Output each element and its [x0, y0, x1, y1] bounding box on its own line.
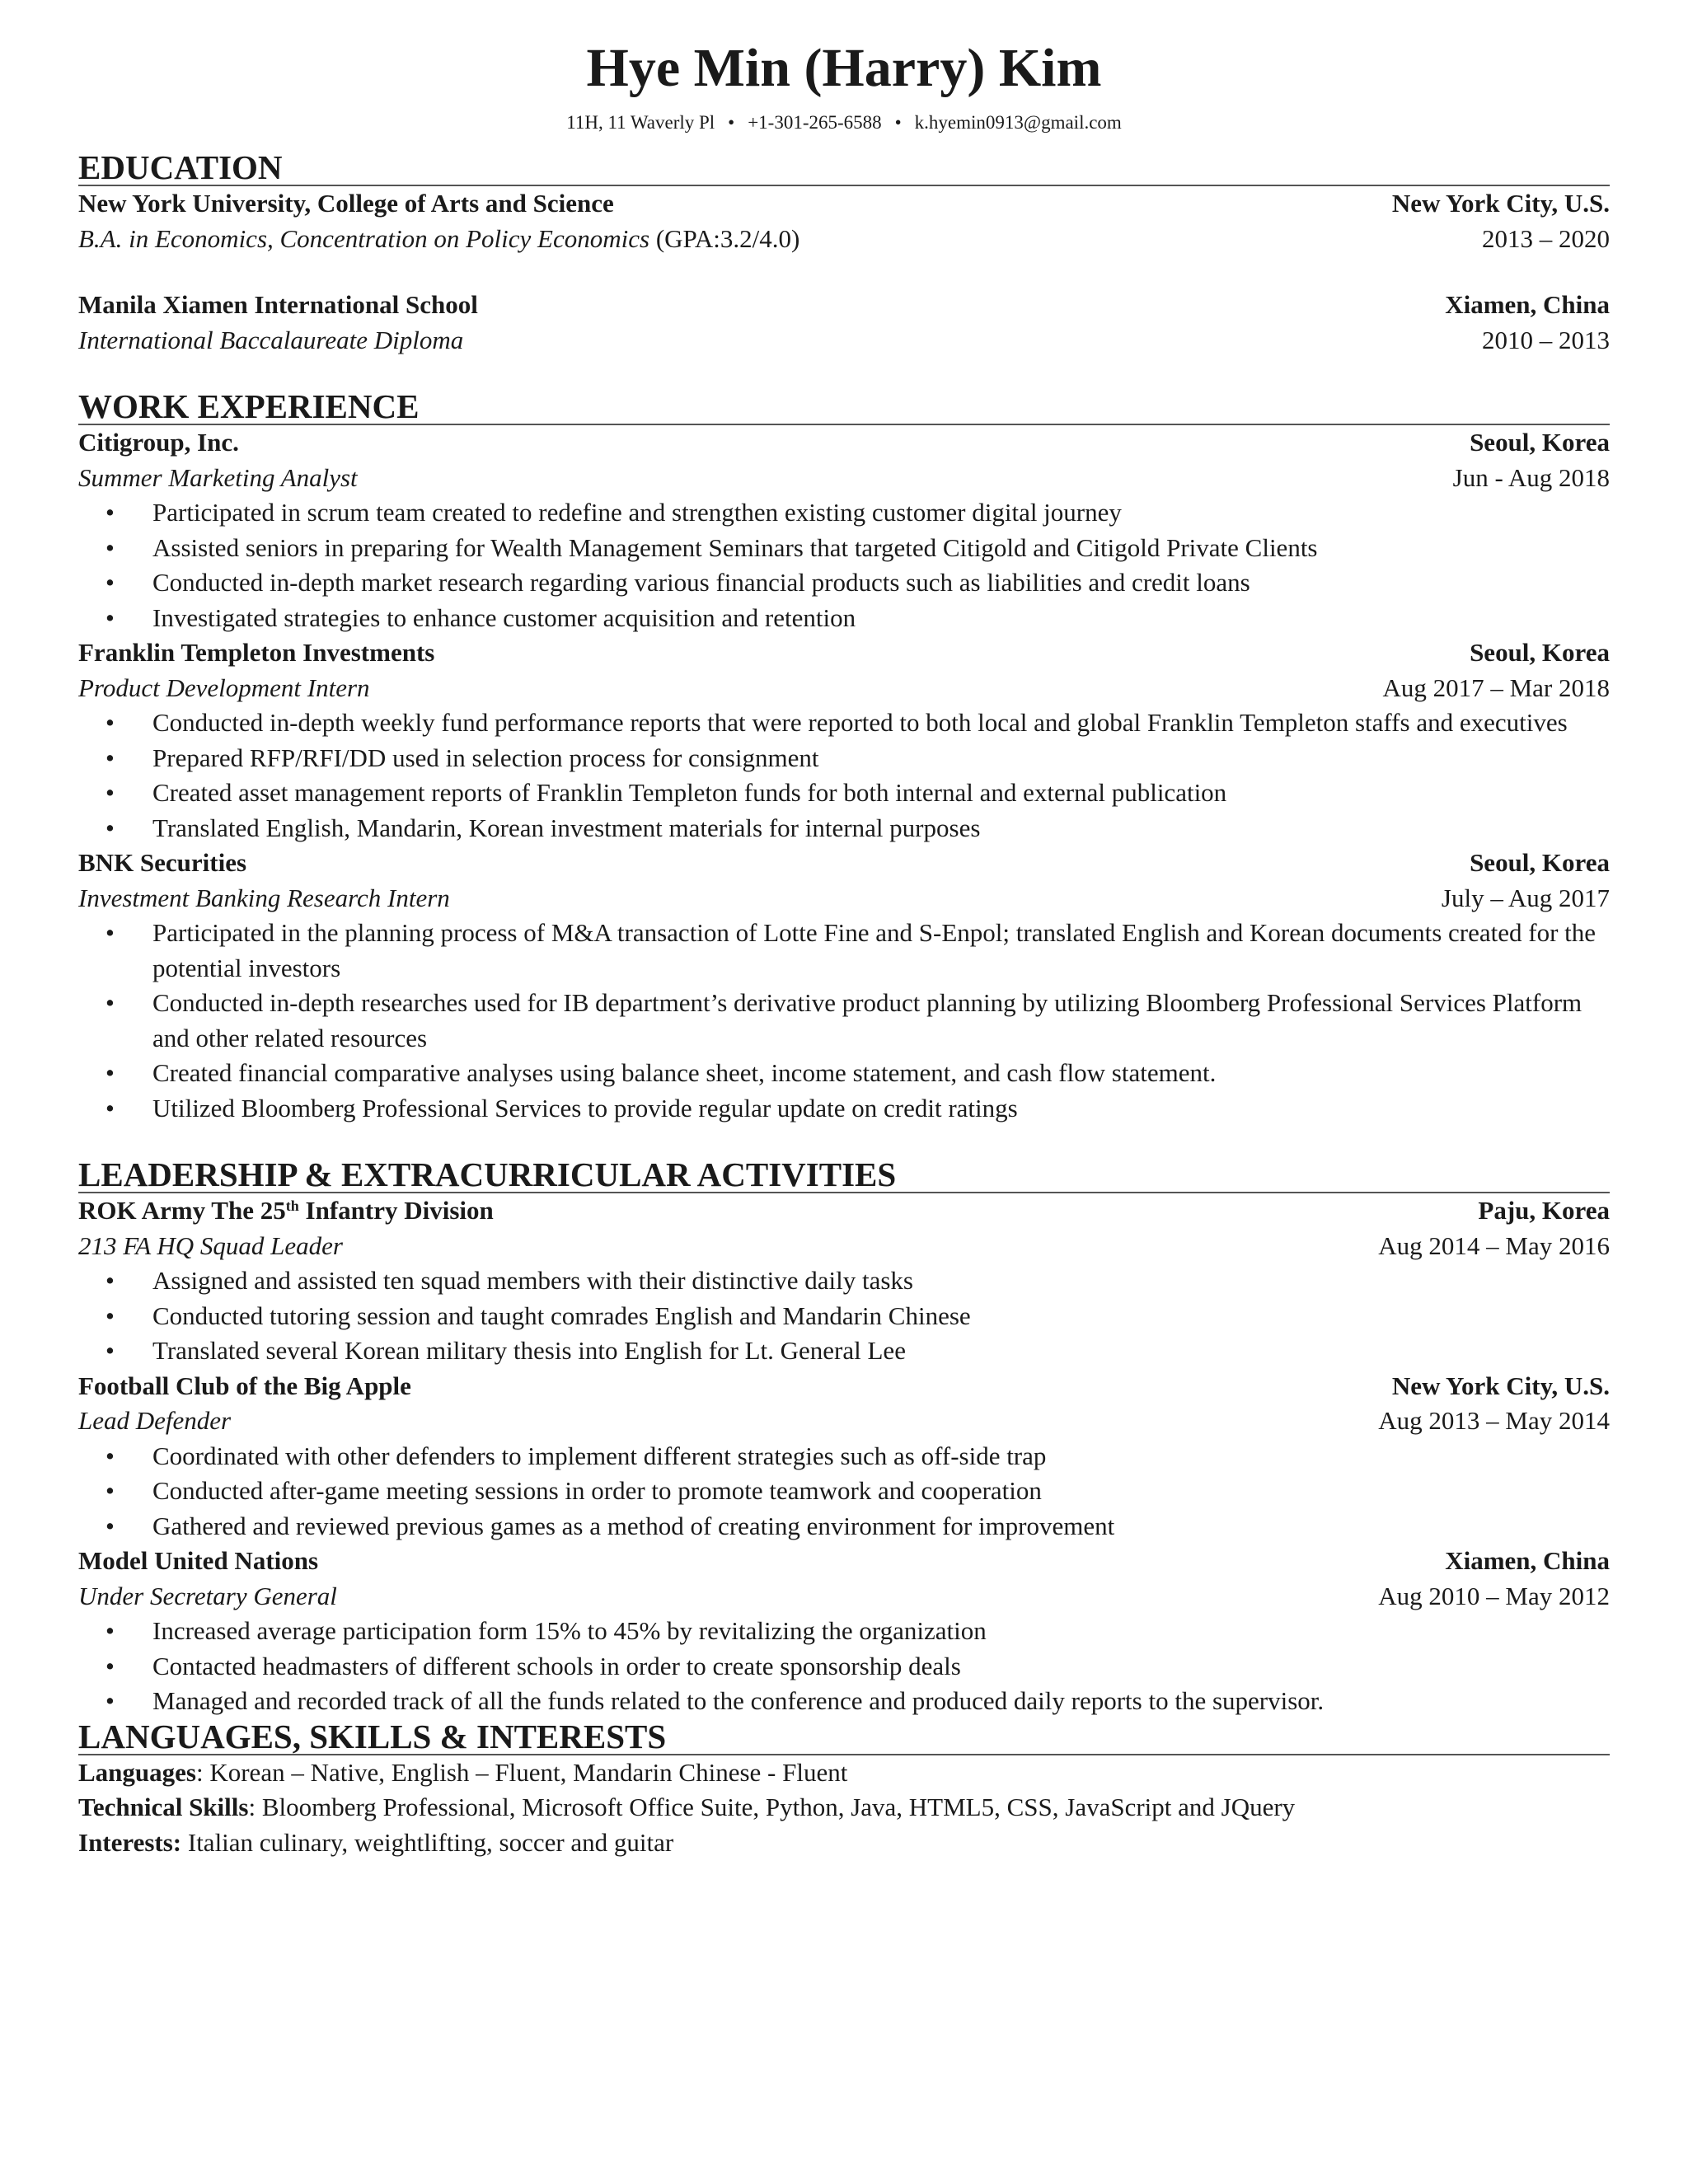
- position-title: Lead Defender: [78, 1406, 232, 1435]
- work-entry: [78, 425, 1610, 635]
- position-title: 213 FA HQ Squad Leader: [78, 1230, 343, 1260]
- bullet-separator: •: [728, 112, 735, 133]
- institution-location: New York City, U.S.: [1391, 189, 1610, 218]
- company-name: BNK Securities: [78, 848, 247, 877]
- education-entry: [78, 288, 1610, 358]
- contact-line: [78, 110, 1610, 135]
- list-item: • Conducted tutoring session and taught comrades English and Mandarin Chinese: [78, 1299, 1610, 1334]
- list-item: • Gathered and reviewed previous games as a method of creating environment for improvement: [78, 1509, 1610, 1544]
- languages-line: [78, 1755, 1610, 1791]
- interests-value: Italian culinary, weightlifting, soccer and guitar: [181, 1827, 674, 1857]
- list-item: • Investigated strategies to enhance customer acquisition and retention: [78, 601, 1610, 636]
- work-entry: [78, 635, 1610, 846]
- activity-entry: [78, 1544, 1610, 1719]
- list-item: • Conducted in-depth market research regarding various financial products such as liabilities and credit loans: [78, 565, 1610, 601]
- date-range: Aug 2014 – May 2016: [1378, 1230, 1610, 1260]
- address: 11H, 11 Waverly Pl: [566, 112, 715, 133]
- activity-entry: [78, 1369, 1610, 1544]
- job-title: Product Development Intern: [78, 673, 370, 702]
- company-name: Franklin Templeton Investments: [78, 638, 435, 667]
- leadership-section: [78, 1157, 1610, 1719]
- list-item: • Assigned and assisted ten squad members with their distinctive daily tasks: [78, 1263, 1610, 1299]
- bullet-list: [78, 1439, 1610, 1544]
- education-entry: [78, 186, 1610, 256]
- organization-location: Paju, Korea: [1478, 1196, 1610, 1225]
- bullet-list: [78, 495, 1610, 635]
- company-name: Citigroup, Inc.: [78, 428, 239, 457]
- list-item: • Participated in the planning process of M&A transaction of Lotte Fine and S-Enpol; translated English and Korean documents created for the potential investors: [78, 916, 1610, 986]
- list-item: • Contacted headmasters of different schools in order to create sponsorship deals: [78, 1649, 1610, 1685]
- skills-section: [78, 1719, 1610, 1861]
- list-item: • Participated in scrum team created to redefine and strengthen existing customer digital journey: [78, 495, 1610, 531]
- list-item: • Created asset management reports of Franklin Templeton funds for both internal and external publication: [78, 776, 1610, 811]
- company-location: Seoul, Korea: [1470, 638, 1610, 667]
- list-item: • Coordinated with other defenders to implement different strategies such as off-side trap: [78, 1439, 1610, 1474]
- date-range: Aug 2013 – May 2014: [1378, 1406, 1610, 1435]
- list-item: • Conducted in-depth researches used for IB department’s derivative product planning by utilizing Bloomberg Professional Services Platform and other related resources: [78, 986, 1610, 1056]
- date-range: 2013 – 2020: [1482, 223, 1610, 253]
- list-item: • Conducted after-game meeting sessions in order to promote teamwork and cooperation: [78, 1474, 1610, 1509]
- institution-location: Xiamen, China: [1445, 290, 1610, 319]
- company-location: Seoul, Korea: [1470, 428, 1610, 457]
- interests-label: Interests:: [78, 1827, 182, 1857]
- date-range: July – Aug 2017: [1441, 883, 1610, 912]
- degree: B.A. in Economics, Concentration on Policy Economics (GPA:3.2/4.0): [78, 223, 800, 253]
- list-item: • Created financial comparative analyses using balance sheet, income statement, and cash flow statement.: [78, 1056, 1610, 1091]
- date-range: Jun - Aug 2018: [1452, 462, 1610, 492]
- company-location: Seoul, Korea: [1470, 848, 1610, 877]
- languages-value: : Korean – Native, English – Fluent, Mandarin Chinese - Fluent: [195, 1757, 848, 1787]
- section-title-education: EDUCATION: [78, 150, 1610, 186]
- degree: International Baccalaureate Diploma: [78, 325, 464, 354]
- organization-name: ROK Army The 25th Infantry Division: [78, 1196, 494, 1225]
- organization-name: Model United Nations: [78, 1546, 319, 1575]
- list-item: • Managed and recorded track of all the funds related to the conference and produced daily reports to the supervisor.: [78, 1684, 1610, 1719]
- education-section: [78, 150, 1610, 358]
- technical-skills-line: [78, 1790, 1610, 1825]
- position-title: Under Secretary General: [78, 1581, 337, 1610]
- phone: +1-301-265-6588: [748, 112, 882, 133]
- work-entry: [78, 846, 1610, 1126]
- list-item: • Prepared RFP/RFI/DD used in selection process for consignment: [78, 741, 1610, 776]
- institution-name: New York University, College of Arts and Science: [78, 189, 614, 218]
- bullet-list: [78, 916, 1610, 1126]
- email: k.hyemin0913@gmail.com: [914, 112, 1122, 133]
- list-item: • Increased average participation form 15% to 45% by revitalizing the organization: [78, 1614, 1610, 1649]
- institution-name: Manila Xiamen International School: [78, 290, 478, 319]
- technical-skills-value: : Bloomberg Professional, Microsoft Office Suite, Python, Java, HTML5, CSS, JavaScript and JQuery: [248, 1793, 1296, 1821]
- list-item: • Translated several Korean military thesis into English for Lt. General Lee: [78, 1333, 1610, 1369]
- section-title-skills: LANGUAGES, SKILLS & INTERESTS: [78, 1719, 1610, 1755]
- bullet-separator: •: [894, 112, 902, 133]
- date-range: 2010 – 2013: [1482, 325, 1610, 354]
- work-section: [78, 389, 1610, 1126]
- interests-line: [78, 1825, 1610, 1861]
- list-item: • Utilized Bloomberg Professional Services to provide regular update on credit ratings: [78, 1091, 1610, 1127]
- bullet-list: [78, 705, 1610, 846]
- list-item: • Conducted in-depth weekly fund performance reports that were reported to both local and global Franklin Templeton staffs and executives: [78, 705, 1610, 741]
- candidate-name: Hye Min (Harry) Kim: [586, 38, 1102, 98]
- list-item: • Assisted seniors in preparing for Wealth Management Seminars that targeted Citigold and Citigold Private Clients: [78, 531, 1610, 566]
- list-item: • Translated English, Mandarin, Korean investment materials for internal purposes: [78, 811, 1610, 846]
- date-range: Aug 2017 – Mar 2018: [1382, 673, 1610, 702]
- resume-page: [78, 33, 1610, 1860]
- organization-location: Xiamen, China: [1445, 1546, 1610, 1575]
- job-title: Investment Banking Research Intern: [78, 883, 450, 912]
- technical-skills-label: Technical Skills: [78, 1793, 249, 1821]
- organization-location: New York City, U.S.: [1391, 1371, 1610, 1400]
- bullet-list: [78, 1614, 1610, 1719]
- section-title-leadership: LEADERSHIP & EXTRACURRICULAR ACTIVITIES: [78, 1157, 1610, 1193]
- activity-entry: [78, 1193, 1610, 1369]
- bullet-list: [78, 1263, 1610, 1369]
- job-title: Summer Marketing Analyst: [78, 462, 358, 492]
- section-title-work: WORK EXPERIENCE: [78, 389, 1610, 425]
- organization-name: Football Club of the Big Apple: [78, 1371, 411, 1400]
- date-range: Aug 2010 – May 2012: [1378, 1581, 1610, 1610]
- languages-label: Languages: [78, 1757, 196, 1787]
